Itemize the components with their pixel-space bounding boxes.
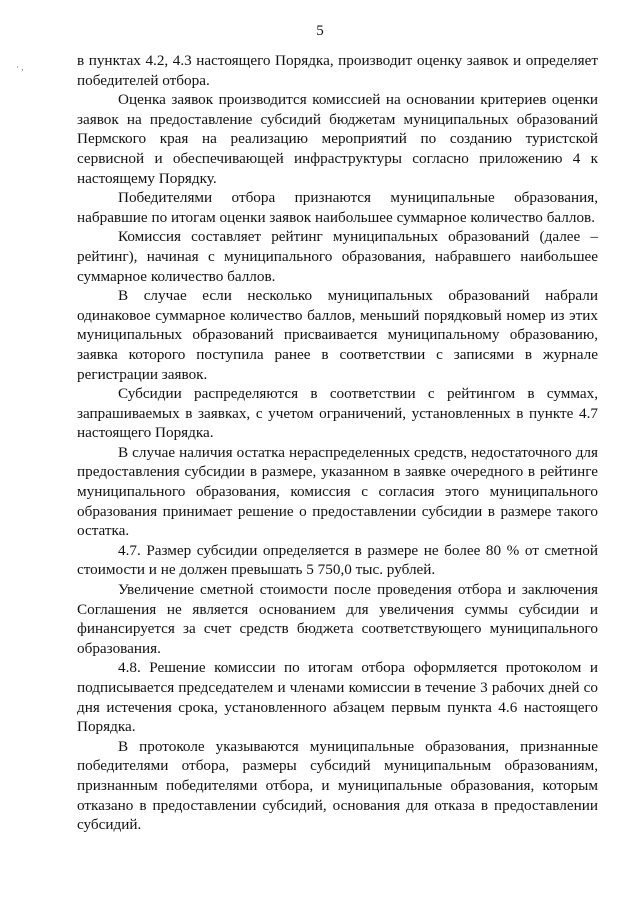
paragraph-cost-increase: Увеличение сметной стоимости после проведения отбора и заключения Соглашения не является основанием для увеличения суммы субсидии и финансируется за счет средств бюджета соответствующего муниципального образования.	[77, 581, 598, 657]
document-body	[77, 51, 598, 835]
paragraph-protocol: В протоколе указываются муниципальные образования, признанные победителями отбора, размеры субсидий муниципальным образованиям, признанным победителями отбора, и муниципальные образования, которым отказано в предоставлении субсидий, основания для отказа в предоставлении субсидий.	[77, 737, 598, 834]
paragraph-remainder: В случае наличия остатка нераспределенных средств, недостаточного для предоставления субсидии в размере, указанном в заявке очередного в рейтинге муниципального образования, комиссия с согласия этого муниципального образования принимает решение о предоставлении субсидии в размере такого остатка.	[77, 443, 598, 540]
paragraph-4-7: 4.7. Размер субсидии определяется в размере не более 80 % от сметной стоимости и не должен превышать 5 750,0 тыс. рублей.	[77, 541, 598, 579]
margin-mark: · ,	[16, 62, 24, 72]
page-number: 5	[316, 23, 324, 39]
paragraph-evaluation-criteria: Оценка заявок производится комиссией на основании критериев оценки заявок на предоставление субсидий бюджетам муниципальных образований Пермского края на реализацию мероприятий по созданию туристской сервисной и обеспечивающей инфраструктуры согласно приложению 4 к настоящему Порядку.	[77, 91, 598, 187]
paragraph-4-8: 4.8. Решение комиссии по итогам отбора оформляется протоколом и подписывается председателем и членами комиссии в течение 3 рабочих дней со дня истечения срока, установленного абзацем первым пункта 4.6 настоящего Порядка.	[77, 659, 598, 736]
paragraph-equal-score: В случае если несколько муниципальных образований набрали одинаковое суммарное количество баллов, меньший порядковый номер из этих муниципальных образований присваивается муниципальному образованию, заявка которого поступила ранее в соответствии с записями в журнале регистрации заявок.	[77, 287, 598, 383]
paragraph-distribution: Субсидии распределяются в соответствии с рейтингом в суммах, запрашиваемых в заявках, с учетом ограничений, установленных в пункте 4.7 настоящего Порядка.	[77, 385, 598, 442]
paragraph-winners: Победителями отбора признаются муниципальные образования, набравшие по итогам оценки заявок наибольшее суммарное количество баллов.	[77, 189, 598, 226]
paragraph-rating: Комиссия составляет рейтинг муниципальных образований (далее – рейтинг), начиная с муниципального образования, набравшего наибольшее суммарное количество баллов.	[77, 228, 598, 285]
paragraph-continuation: в пунктах 4.2, 4.3 настоящего Порядка, производит оценку заявок и определяет победителей отбора.	[77, 52, 598, 89]
